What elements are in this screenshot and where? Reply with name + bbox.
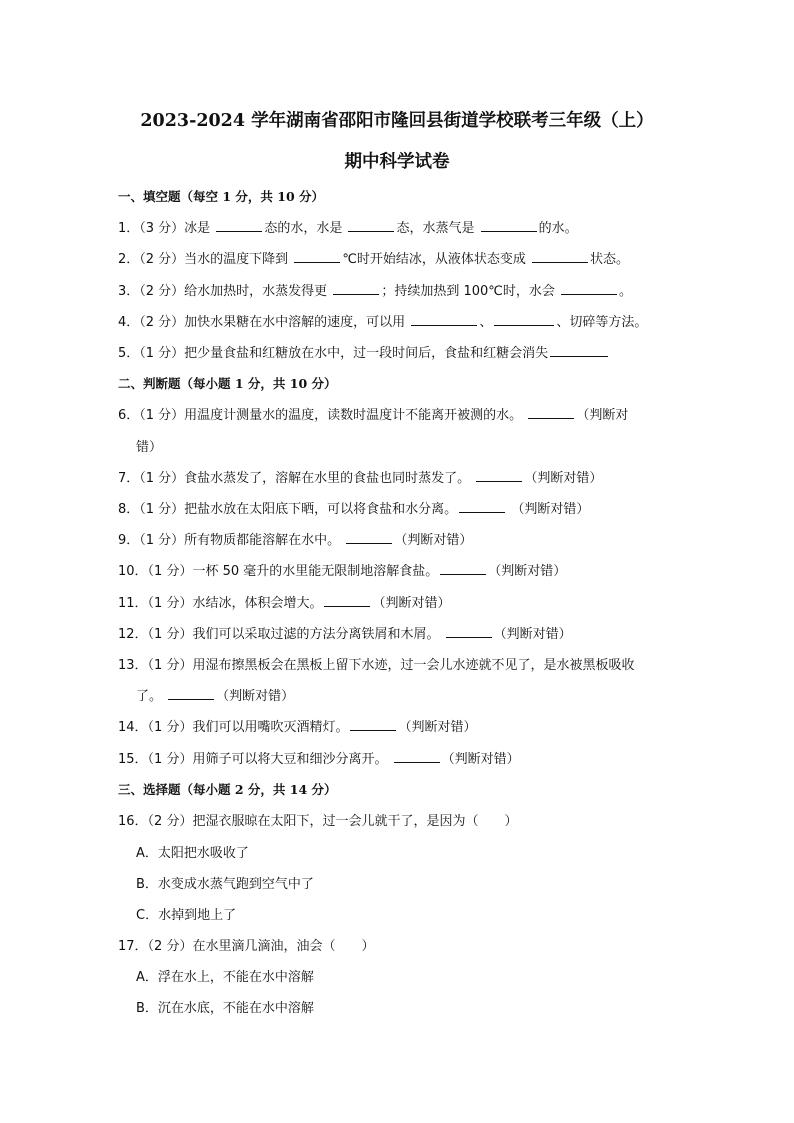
question-14: 14．（1 分）我们可以用嘴吹灭酒精灯。 （判断对错） [118,720,477,735]
question-16-option-a: A．太阳把水吸收了 [136,846,249,861]
question-15: 15．（1 分）用筛子可以将大豆和细沙分离开。 （判断对错） [118,752,520,767]
question-13-continued: 了。 （判断对错） [136,689,295,704]
question-2: 2．（2 分）当水的温度下降到 ℃时开始结冰，从液体状态变成 状态。 [118,252,630,267]
question-17-option-a: A．浮在水上，不能在水中溶解 [136,970,314,985]
exam-title-line2: 期中科学试卷 [344,152,450,172]
section-fill-in-blank: 一、填空题（每空 1 分，共 10 分） [118,189,325,204]
question-3: 3．（2 分）给水加热时，水蒸发得更 ；持续加热到 100℃时，水会 。 [118,284,633,299]
question-7: 7．（1 分）食盐水蒸发了，溶解在水里的食盐也同时蒸发了。 （判断对错） [118,471,603,486]
question-5: 5．（1 分）把少量食盐和红糖放在水中，过一段时间后，食盐和红糖会消失 [118,342,610,361]
question-12: 12．（1 分）我们可以采取过滤的方法分离铁屑和木屑。 （判断对错） [118,627,572,642]
section-true-false: 二、判断题（每小题 1 分，共 10 分） [118,376,337,391]
section-multiple-choice: 三、选择题（每小题 2 分，共 14 分） [118,782,337,797]
question-6: 6．（1 分）用温度计测量水的温度，读数时温度计不能离开被测的水。 （判断对 [118,408,629,423]
exam-title-line1: 2023-2024 学年湖南省邵阳市隆回县街道学校联考三年级（上） [140,111,654,131]
question-17-option-b: B．沉在水底，不能在水中溶解 [136,1001,314,1016]
question-1: 1．（3 分）冰是 态的水，水是 态，水蒸气是 的水。 [118,221,578,236]
question-4: 4．（2 分）加快水果糖在水中溶解的速度，可以用 、 、切碎等方法。 [118,315,648,330]
question-13: 13．（1 分）用湿布擦黑板会在黑板上留下水迹，过一会儿水迹就不见了，是水被黑板吸收 [118,658,635,673]
question-16: 16．（2 分）把湿衣服晾在太阳下，过一会儿就干了，是因为（ ） [118,814,518,829]
question-16-option-c: C．水掉到地上了 [136,908,237,923]
question-16-option-b: B．水变成水蒸气跑到空气中了 [136,877,314,892]
question-11: 11．（1 分）水结冰，体积会增大。 （判断对错） [118,596,451,611]
question-8: 8．（1 分）把盐水放在太阳底下晒，可以将食盐和水分离。 （判断对错） [118,502,590,517]
question-17: 17．（2 分）在水里滴几滴油，油会（ ） [118,939,375,954]
question-10: 10．（1 分）一杯 50 毫升的水里能无限制地溶解食盐。 （判断对错） [118,564,567,579]
question-6-continued: 错） [136,440,163,455]
question-9: 9．（1 分）所有物质都能溶解在水中。 （判断对错） [118,533,473,548]
